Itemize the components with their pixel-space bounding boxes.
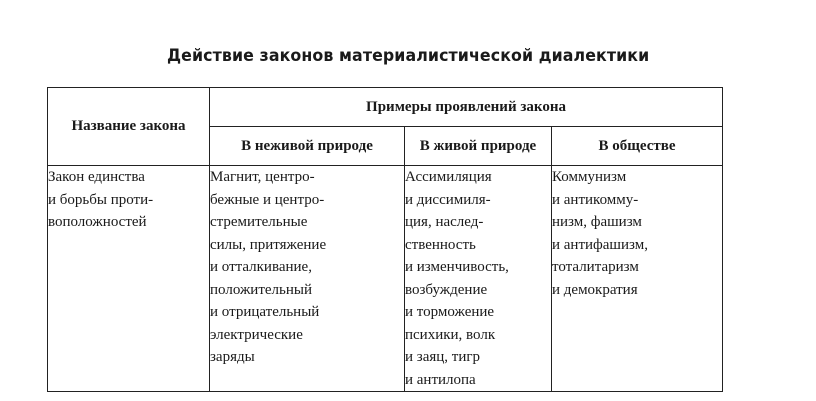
table-row [48,166,723,392]
cell-law-name: Закон единства и борьбы проти- воположностей [48,166,210,392]
subheader-society: В обществе [552,127,723,166]
page-title: Действие законов материалистической диалектики [166,46,650,66]
header-examples: Примеры проявлений закона [210,88,723,127]
subheader-inanimate: В неживой природе [210,127,405,166]
subheader-living: В живой природе [405,127,552,166]
cell-inanimate: Магнит, центро- бежные и центро- стремительные силы, притяжение и отталкивание, положительный и отрицательный электрические заряды [210,166,405,392]
cell-living: Ассимиляция и диссимиля- ция, наслед- ственность и изменчивость, возбуждение и торможение психики, волк и заяц, тигр и антилопа [405,166,552,392]
laws-table [47,87,723,392]
header-law-name: Название закона [48,88,210,166]
cell-society: Коммунизм и антикомму- низм, фашизм и антифашизм, тоталитаризм и демократия [552,166,723,392]
